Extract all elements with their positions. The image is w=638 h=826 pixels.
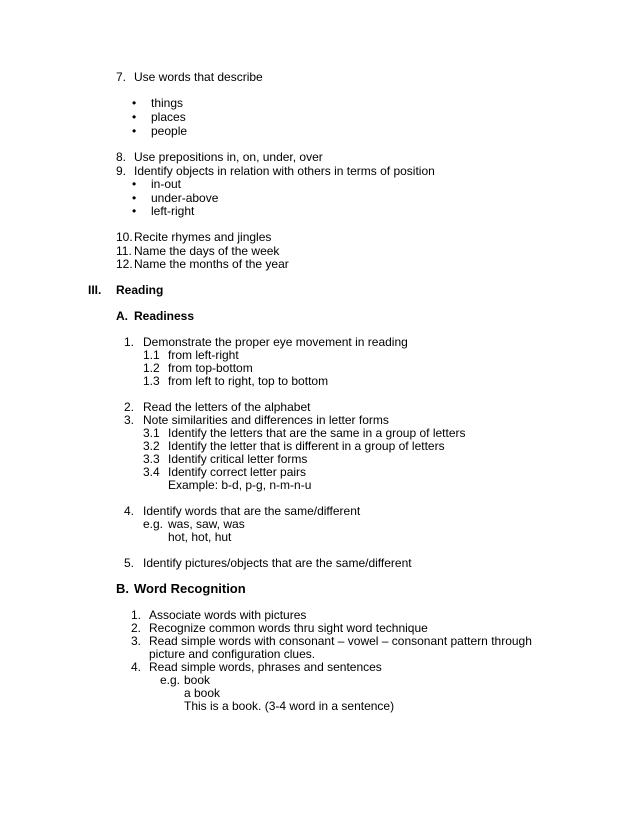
subsection-label: B.: [116, 581, 129, 596]
list-number: 3.: [124, 413, 135, 427]
subsection-label: A.: [116, 309, 128, 323]
list-item: from top-bottom: [168, 361, 253, 375]
section-heading: Reading: [116, 283, 164, 297]
list-item: Identify the letters that are the same in a group of letters: [168, 426, 466, 440]
list-number: 3.: [131, 634, 142, 648]
list-item: Read simple words with consonant – vowel – consonant pattern through: [149, 634, 532, 648]
example-label: e.g.: [143, 517, 164, 531]
bullet-item: people: [151, 124, 188, 138]
list-number: 10.: [116, 230, 133, 244]
list-item-continuation: picture and configuration clues.: [149, 647, 316, 661]
list-number: 1.1: [143, 348, 160, 362]
section-number: III.: [88, 283, 102, 297]
example-text: hot, hot, hut: [168, 530, 232, 544]
bullet-item: under-above: [151, 191, 219, 205]
list-number: 1.: [124, 335, 135, 349]
bullet: •: [132, 96, 137, 110]
list-item: Note similarities and differences in letter forms: [143, 413, 389, 427]
bullet: •: [132, 177, 137, 191]
list-number: 12.: [116, 257, 133, 271]
list-item: Identify the letter that is different in a group of letters: [168, 439, 445, 453]
list-item: Name the days of the week: [134, 244, 280, 258]
bullet: •: [132, 124, 137, 138]
list-item: Read the letters of the alphabet: [143, 400, 311, 414]
list-number: 5.: [124, 556, 135, 570]
example-text: a book: [184, 686, 221, 700]
list-item: Use words that describe: [134, 70, 263, 84]
list-item: Identify objects in relation with others in terms of position: [134, 164, 435, 178]
bullet-item: places: [151, 110, 186, 124]
example-text: Example: b-d, p-g, n-m-n-u: [168, 478, 312, 492]
list-item: Identify correct letter pairs: [168, 465, 307, 479]
list-number: 3.4: [143, 465, 160, 479]
list-number: 2.: [124, 400, 135, 414]
list-number: 4.: [124, 504, 135, 518]
example-text: was, saw, was: [168, 517, 245, 531]
bullet: •: [132, 110, 137, 124]
bullet: •: [132, 191, 137, 205]
list-item: Demonstrate the proper eye movement in reading: [143, 335, 408, 349]
example-label: e.g.: [160, 673, 181, 687]
list-number: 7.: [116, 70, 127, 84]
list-item: Name the months of the year: [134, 257, 289, 271]
list-item: Identify critical letter forms: [168, 452, 308, 466]
list-item: Identify words that are the same/different: [143, 504, 361, 518]
list-item: Associate words with pictures: [149, 608, 307, 622]
bullet-item: left-right: [151, 204, 195, 218]
list-number: 1.3: [143, 374, 160, 388]
list-number: 8.: [116, 150, 127, 164]
example-text: book: [184, 673, 211, 687]
list-number: 2.: [131, 621, 142, 635]
list-number: 3.1: [143, 426, 160, 440]
bullet-item: in-out: [151, 177, 182, 191]
list-number: 11.: [116, 244, 132, 258]
list-number: 1.: [131, 608, 142, 622]
list-number: 1.2: [143, 361, 160, 375]
subsection-heading: Word Recognition: [134, 581, 246, 596]
list-item: Use prepositions in, on, under, over: [134, 150, 323, 164]
list-item: Identify pictures/objects that are the same/different: [143, 556, 412, 570]
list-number: 3.2: [143, 439, 160, 453]
bullet-item: things: [151, 96, 184, 110]
subsection-heading: Readiness: [134, 309, 195, 323]
list-item: Recite rhymes and jingles: [134, 230, 272, 244]
list-number: 9.: [116, 164, 127, 178]
list-number: 3.3: [143, 452, 160, 466]
bullet: •: [132, 204, 137, 218]
list-item: from left to right, top to bottom: [168, 374, 329, 388]
list-item: Recognize common words thru sight word technique: [149, 621, 428, 635]
example-text: This is a book. (3-4 word in a sentence): [184, 699, 395, 713]
list-number: 4.: [131, 660, 142, 674]
list-item: from left-right: [168, 348, 239, 362]
list-item: Read simple words, phrases and sentences: [149, 660, 382, 674]
